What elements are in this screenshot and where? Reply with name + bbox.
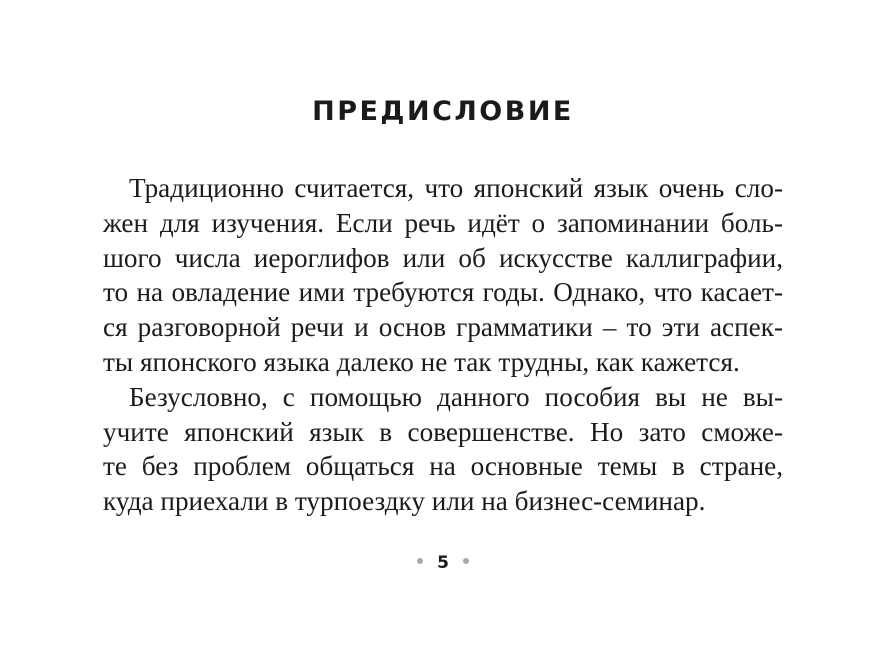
page-footer bbox=[0, 553, 886, 573]
text-line: Традиционно считается, что японский язык очень сло- bbox=[129, 173, 783, 203]
text-line: куда приехали в турпоездку или на бизнес-семинар. bbox=[103, 486, 706, 517]
text-line: ты японского языка далеко не так трудны, как кажется. bbox=[103, 346, 740, 377]
text-line: то на овладение ими требуются годы. Однако, что касает- bbox=[103, 277, 783, 308]
text-line: те без проблем общаться на основные темы в стране, bbox=[103, 451, 783, 482]
bullet-dot-icon bbox=[463, 558, 469, 564]
page-number: 5 bbox=[437, 553, 449, 573]
text-line: Безусловно, с помощью данного пособия вы не вы- bbox=[129, 381, 783, 412]
body-text bbox=[103, 171, 783, 519]
text-line: учите японский язык в совершенстве. Но зато сможе- bbox=[103, 416, 783, 447]
text-line: ся разговорной речи и основ грамматики – то эти аспек- bbox=[103, 312, 783, 343]
page-title: ПРЕДИСЛОВИЕ bbox=[312, 96, 574, 127]
text-line: жен для изучения. Если речь идёт о запоминании боль- bbox=[103, 207, 783, 238]
text-line: шого числа иероглифов или об искусстве каллиграфии, bbox=[103, 242, 783, 273]
bullet-dot-icon bbox=[417, 558, 423, 564]
